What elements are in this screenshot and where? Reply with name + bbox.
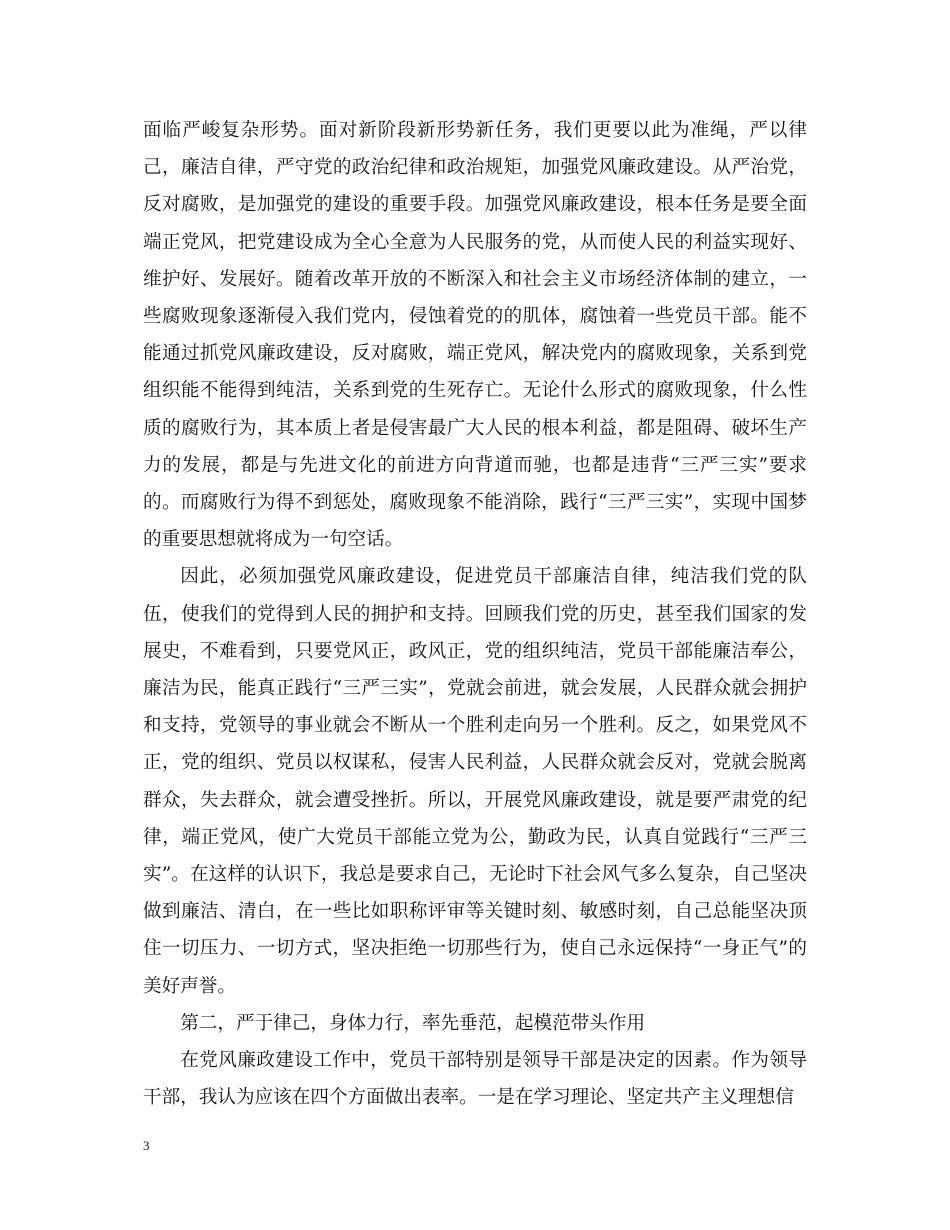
document-body — [143, 112, 807, 1116]
paragraph-3: 在党风廉政建设工作中，党员干部特别是领导干部是决定的因素。作为领导干部，我认为应该在四个方面做出表率。一是在学习理论、坚定共产主义理想信 — [143, 1050, 807, 1109]
page-number: 3 — [143, 1138, 150, 1153]
paragraph-1: 面临严峻复杂形势。面对新阶段新形势新任务，我们更要以此为准绳，严以律己，廉洁自律，严守党的政治纪律和政治规矩，加强党风廉政建设。从严治党，反对腐败，是加强党的建设的重要手段。加强党风廉政建设，根本任务是要全面端正党风，把党建设成为全心全意为人民服务的党，从而使人民的利益实现好、维护好、发展好。随着改革开放的不断深入和社会主义市场经济体制的建立，一些腐败现象逐渐侵入我们党内，侵蚀着党的的肌体，腐蚀着一些党员干部。能不能通过抓党风廉政建设，反对腐败，端正党风，解决党内的腐败现象，关系到党组织能不能得到纯洁，关系到党的生死存亡。无论什么形式的腐败现象，什么性质的腐败行为，其本质上者是侵害最广大人民的根本利益，都是阻碍、破坏生产力的发展，都是与先进文化的前进方向背道而驰，也都是违背“三严三实”要求的。而腐败行为得不到惩处，腐败现象不能消除，践行“三严三实”，实现中国梦的重要思想就将成为一句空话。 — [143, 120, 807, 551]
section-heading: 第二，严于律己，身体力行，率先垂范，起模范带头作用 — [180, 1012, 646, 1034]
paragraph-2: 因此，必须加强党风廉政建设，促进党员干部廉洁自律，纯洁我们党的队伍，使我们的党得到人民的拥护和支持。回顾我们党的历史，甚至我们国家的发展史，不难看到，只要党风正，政风正，党的组织纯洁，党员干部能廉洁奉公，廉洁为民，能真正践行“三严三实”，党就会前进，就会发展，人民群众就会拥护和支持，党领导的事业就会不断从一个胜利走向另一个胜利。反之，如果党风不正，党的组织、党员以权谋私，侵害人民利益，人民群众就会反对，党就会脱离群众，失去群众，就会遭受挫折。所以，开展党风廉政建设，就是要严肃党的纪律，端正党风，使广大党员干部能立党为公，勤政为民，认真自觉践行“三严三实”。在这样的认识下，我总是要求自己，无论时下社会风气多么复杂，自己坚决做到廉洁、清白，在一些比如职称评审等关键时刻、敏感时刻，自己总能坚决顶住一切压力、一切方式，坚决拒绝一切那些行为，使自己永远保持“一身正气”的美好声誉。 — [143, 566, 807, 997]
